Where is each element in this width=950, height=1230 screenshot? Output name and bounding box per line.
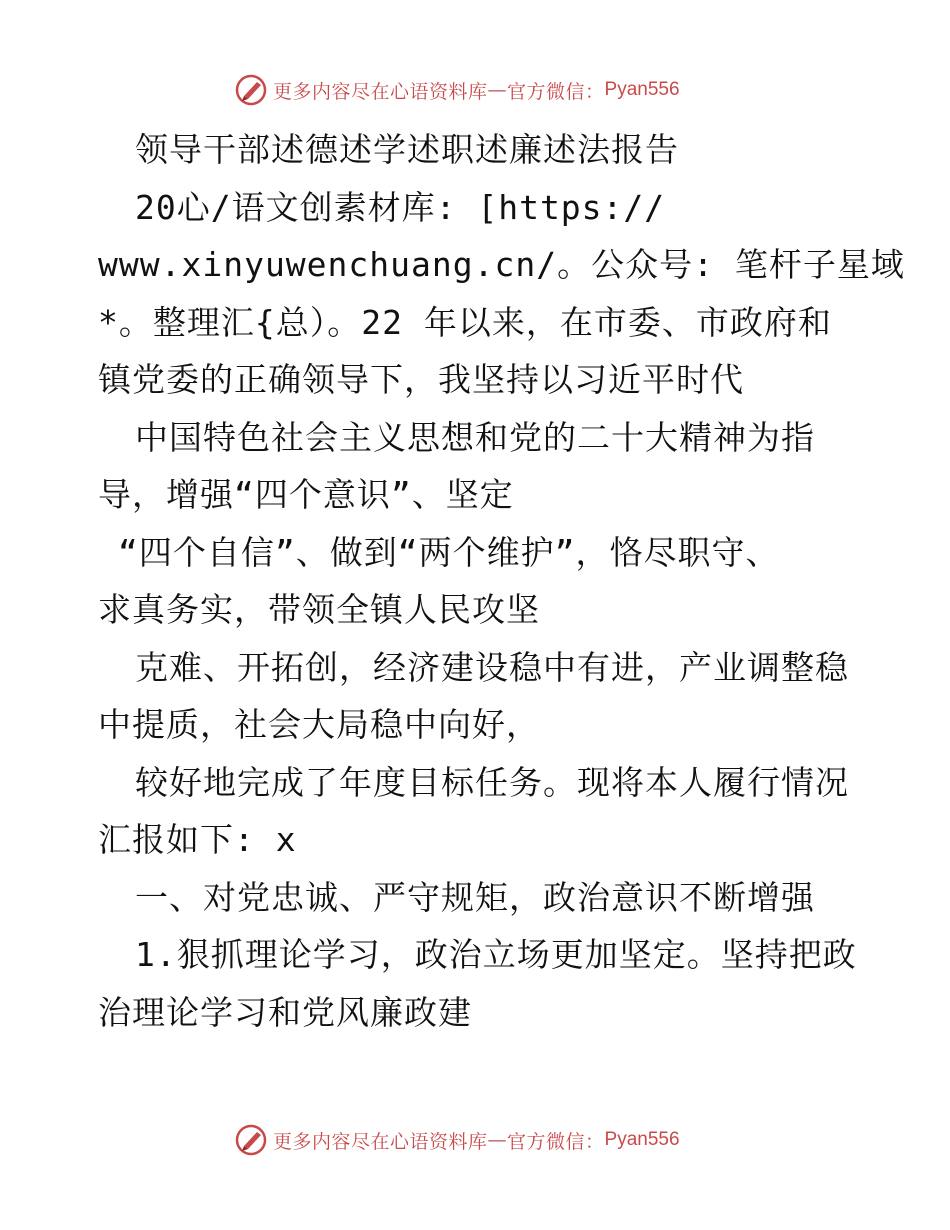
- pen-logo-icon: [235, 73, 269, 107]
- header-contact-label: 官方微信：: [507, 80, 605, 103]
- footer-contact-label: 官方微信：: [507, 1130, 605, 1153]
- footer-banner-separator: —: [487, 1129, 508, 1151]
- body-line: 治理论学习和党风廉政建: [98, 993, 472, 1032]
- body-line: 求真务实，带领全镇人民攻坚: [98, 590, 540, 629]
- header-contact-id: Pyan556: [604, 79, 680, 100]
- section-heading: 一、对党忠诚、严守规矩，政治意识不断增强: [135, 878, 815, 917]
- pen-logo-icon: [235, 1123, 269, 1157]
- body-line: *。整理汇{总）。22 年以来，在市委、市政府和: [98, 303, 832, 342]
- body-line: 20心/语文创素材库: [https://: [135, 188, 666, 227]
- footer-banner-text: 更多内容尽在心语资料库: [273, 1130, 488, 1153]
- document-title: 领导干部述德述学述职述廉述法报告: [135, 130, 679, 169]
- body-line: “四个自信”、做到“两个维护”，恪尽职守、: [118, 533, 780, 572]
- body-line: 汇报如下: x: [98, 820, 297, 859]
- body-line: 中提质，社会大局稳中向好，: [98, 705, 540, 744]
- header-banner-separator: —: [487, 79, 508, 101]
- footer-banner: [235, 1122, 715, 1158]
- body-line: 中国特色社会主义思想和党的二十大精神为指: [135, 418, 815, 457]
- body-line: 克难、开拓创，经济建设稳中有进，产业调整稳: [135, 648, 849, 687]
- header-banner: [235, 72, 715, 108]
- header-banner-text: 更多内容尽在心语资料库: [273, 80, 488, 103]
- body-line: 镇党委的正确领导下，我坚持以习近平时代: [98, 360, 744, 399]
- body-line: 1.狠抓理论学习，政治立场更加坚定。坚持把政: [135, 935, 857, 974]
- footer-contact-id: Pyan556: [604, 1129, 680, 1150]
- body-line: 导，增强“四个意识”、坚定: [98, 475, 514, 514]
- body-line: www.xinyuwenchuang.cn/。公众号: 笔杆子星域: [98, 245, 905, 284]
- body-line: 较好地完成了年度目标任务。现将本人履行情况: [135, 763, 849, 802]
